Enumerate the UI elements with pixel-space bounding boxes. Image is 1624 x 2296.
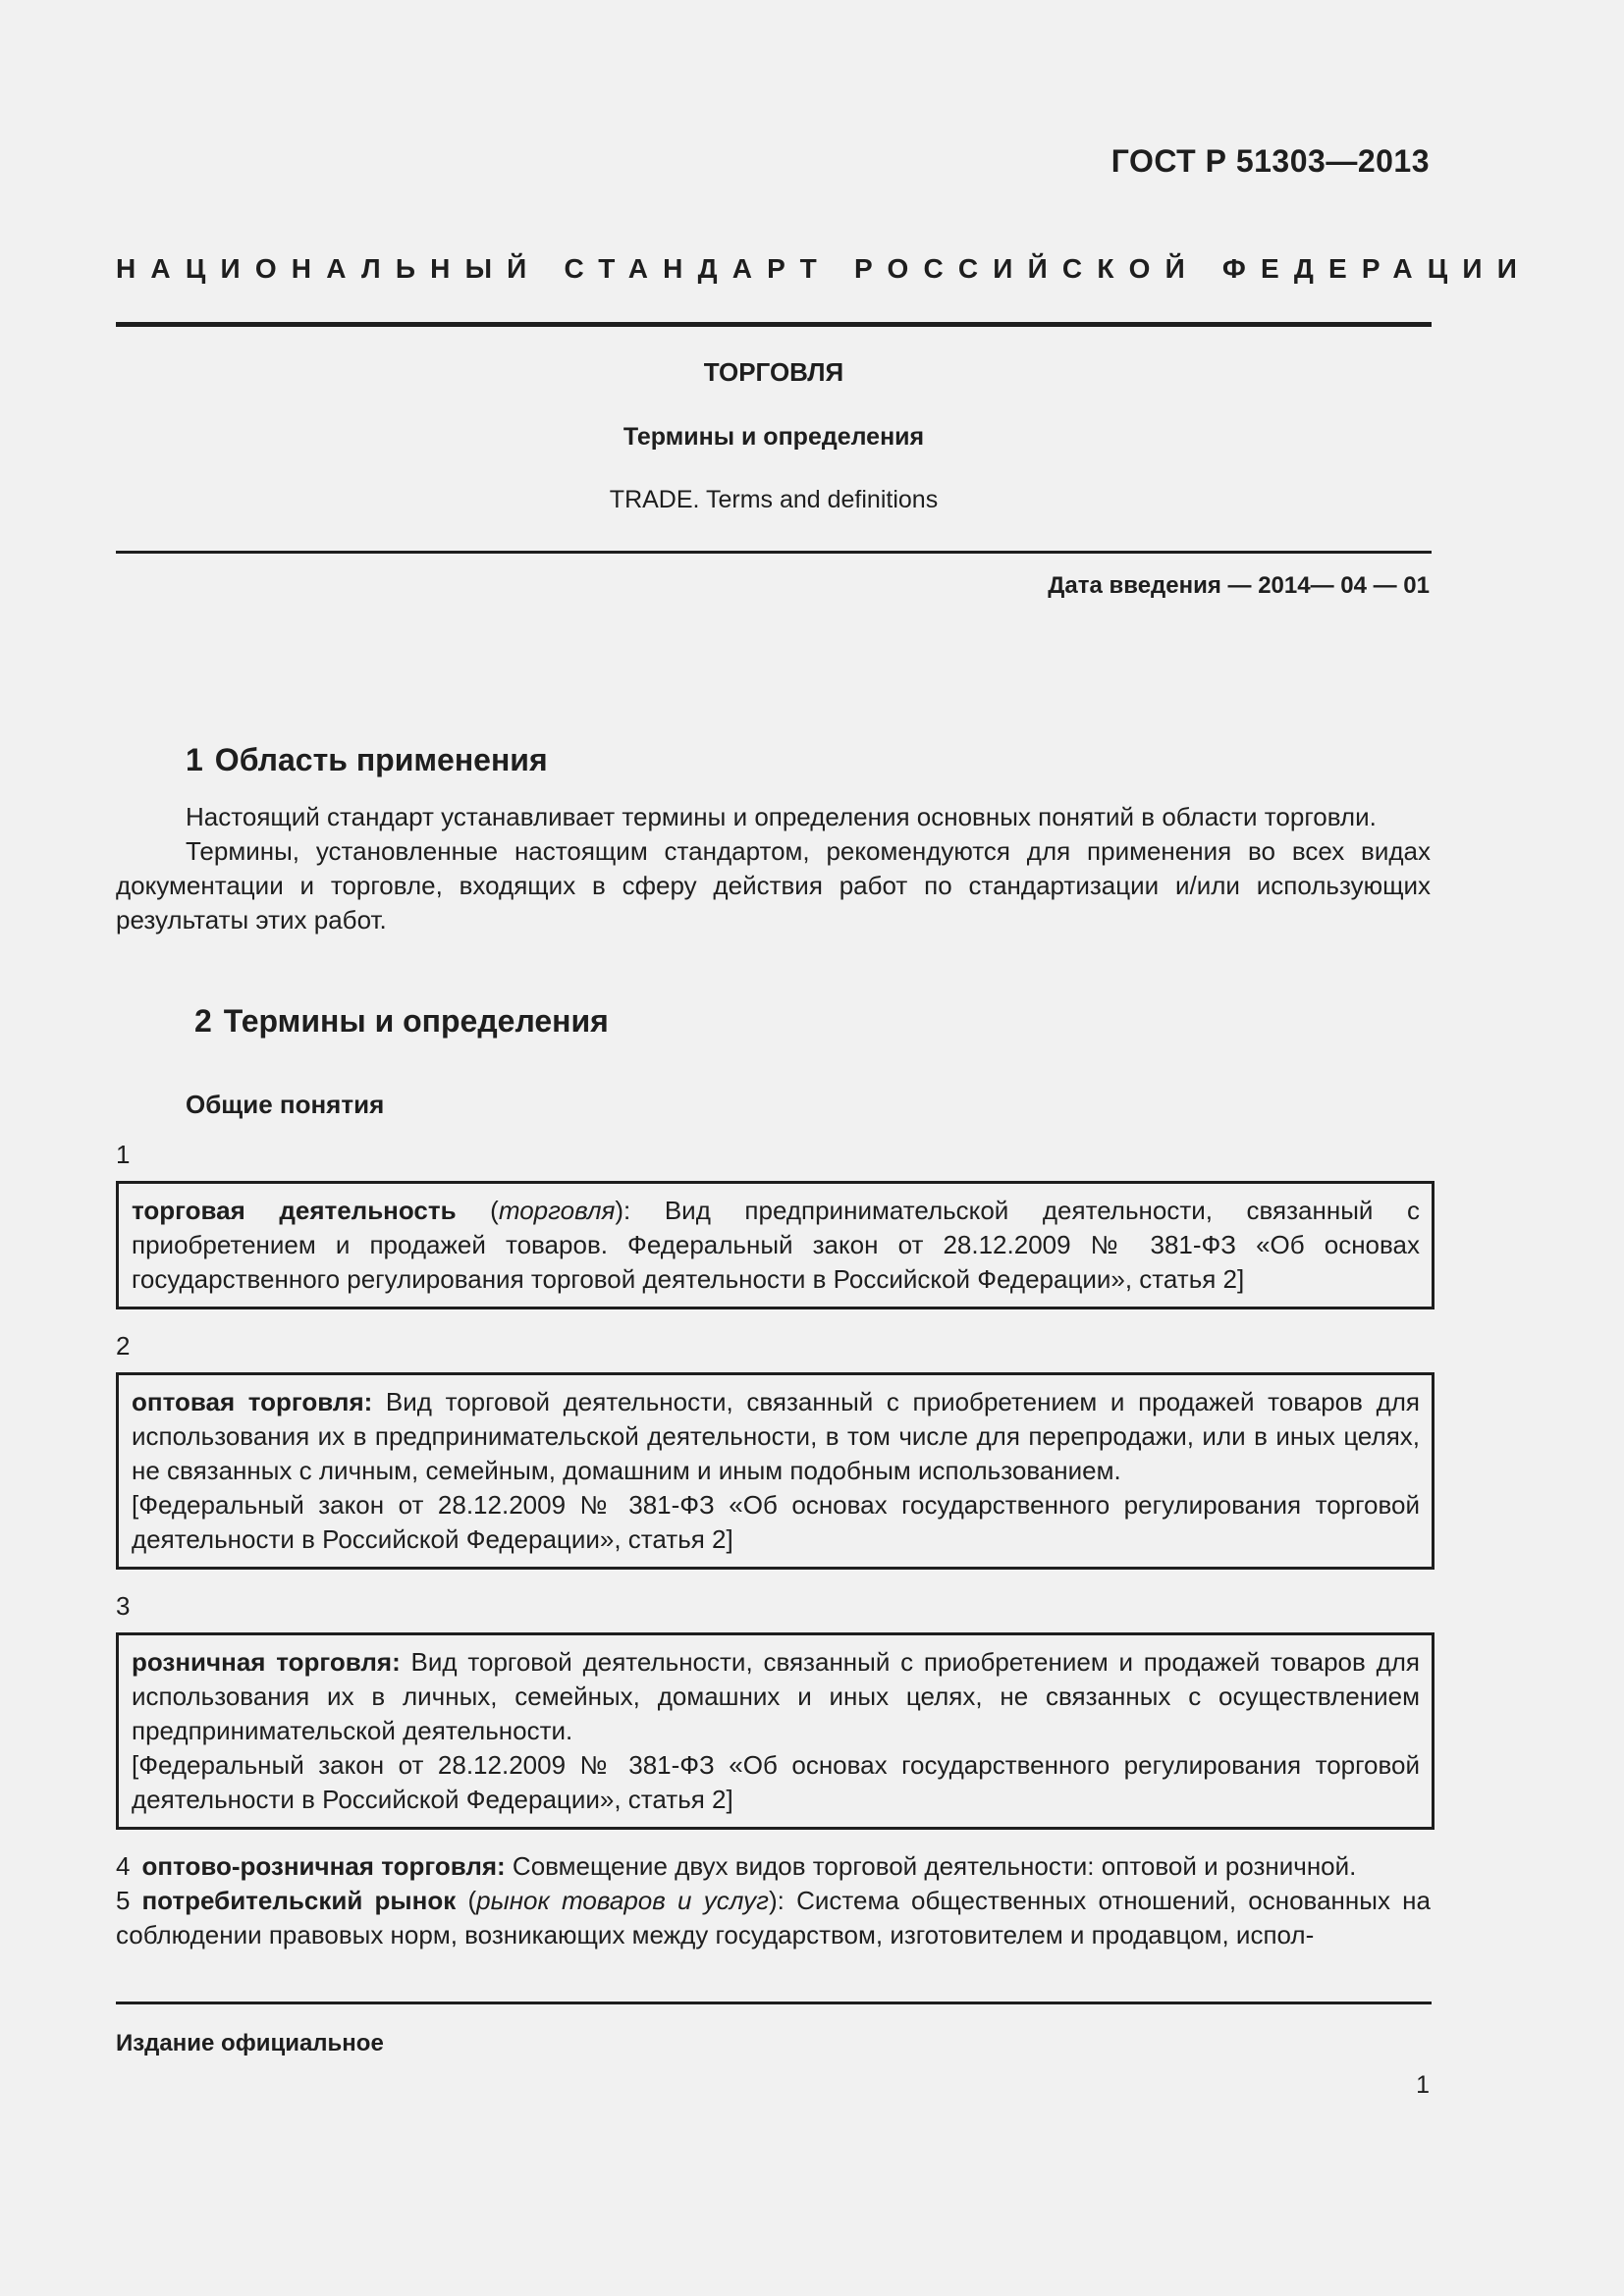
term-3-text <box>132 1645 1420 1748</box>
title-divider <box>116 551 1432 554</box>
document-number: ГОСТ Р 51303—2013 <box>1110 143 1430 179</box>
term-2-source: [Федеральный закон от 28.12.2009 № 381-ФЗ «Об основах государственного регулирования торговой деятельности в Российской Федерации», статья 2] <box>132 1490 1420 1554</box>
section-1-heading <box>186 742 548 778</box>
term-number: 3 <box>116 1591 131 1621</box>
footer-divider <box>116 2002 1432 2004</box>
term-number: 1 <box>116 1140 131 1169</box>
section-1-number: 1 <box>186 742 203 777</box>
term-5-name: потребительский рынок <box>141 1886 457 1915</box>
term-1-synonym: торговля <box>498 1196 616 1225</box>
term-2-text <box>132 1385 1420 1488</box>
term-3-box <box>116 1632 1435 1830</box>
section-2-number: 2 <box>194 1003 212 1039</box>
term-1-name: торговая деятельность <box>132 1196 457 1225</box>
term-4-name: оптово-розничная торговля: <box>141 1851 506 1881</box>
term-5-synonym: рынок товаров и услуг <box>476 1886 769 1915</box>
term-3-source: [Федеральный закон от 28.12.2009 № 381-ФЗ «Об основах государственного регулирования торговой деятельности в Российской Федерации», статья 2] <box>132 1750 1420 1814</box>
term-1-box <box>116 1181 1435 1309</box>
national-standard-banner: НАЦИОНАЛЬНЫЙ СТАНДАРТ РОССИЙСКОЙ ФЕДЕРАЦИИ <box>116 253 1533 284</box>
term-3-definition: Вид торговой деятельности, связанный с приобретением и продажей товаров для использования их в личных, семейных, домашних и иных целях, не связанных с осуществлением предпринимательской деятельности. <box>132 1647 1420 1745</box>
english-title: TRADE. Terms and definitions <box>609 486 939 513</box>
term-1-paren-close: ): <box>615 1196 631 1225</box>
term-4-definition: Совмещение двух видов торговой деятельности: оптовой и розничной. <box>505 1851 1357 1881</box>
term-1-paren-open: ( <box>456 1196 499 1225</box>
term-number: 2 <box>116 1331 131 1361</box>
general-concepts-subheading: Общие понятия <box>186 1090 385 1119</box>
section-1-body <box>116 800 1431 937</box>
term-number: 4 <box>116 1851 131 1881</box>
section-1-paragraph: Термины, установленные настоящим стандартом, рекомендуются для применения во всех видах документации и торговле, входящих в сферу действия работ по стандартизации и/или использующих результаты этих работ. <box>116 836 1431 934</box>
term-list-inline <box>116 1849 1431 1952</box>
term-2-box <box>116 1372 1435 1570</box>
term-1-definition: Вид предпринимательской деятельности, связанный с приобретением и продажей товаров. Федеральный закон от 28.12.2009 № 381-ФЗ «Об основах государственного регулирования торговой деятельности в Российской Федерации», статья 2] <box>132 1196 1421 1294</box>
term-3-name: розничная торговля: <box>132 1647 401 1677</box>
introduction-date: Дата введения — 2014— 04 — 01 <box>1048 572 1430 599</box>
section-2-heading <box>194 1003 609 1040</box>
term-number: 5 <box>116 1886 131 1915</box>
term-5-text <box>116 1884 1431 1952</box>
document-title: ТОРГОВЛЯ <box>703 357 844 387</box>
term-1-text <box>132 1194 1420 1297</box>
page-number: 1 <box>1416 2071 1430 2099</box>
term-2-name: оптовая торговля: <box>132 1387 373 1416</box>
term-5-paren-open: ( <box>456 1886 477 1915</box>
term-5-definition: Система общественных отношений, основанных на соблюдении правовых норм, возникающих между государством, изготовителем и продавцом, испол- <box>116 1886 1431 1949</box>
term-2-definition: Вид торговой деятельности, связанный с приобретением и продажей товаров для использования их в предпринимательской деятельности, в том числе для перепродажи, или в иных целях, не связанных с личным, семейным, домашним и иным подобным использованием. <box>132 1387 1420 1485</box>
section-2-title: Термины и определения <box>223 1003 609 1039</box>
section-1-paragraph: Настоящий стандарт устанавливает термины и определения основных понятий в области торговли. <box>186 802 1377 831</box>
section-1-title: Область применения <box>214 742 548 777</box>
official-edition-label: Издание официальное <box>116 2030 384 2056</box>
document-subtitle: Термины и определения <box>623 423 925 451</box>
header-divider <box>116 322 1432 327</box>
term-5-paren-close: ): <box>768 1886 785 1915</box>
term-4-text <box>116 1849 1431 1884</box>
